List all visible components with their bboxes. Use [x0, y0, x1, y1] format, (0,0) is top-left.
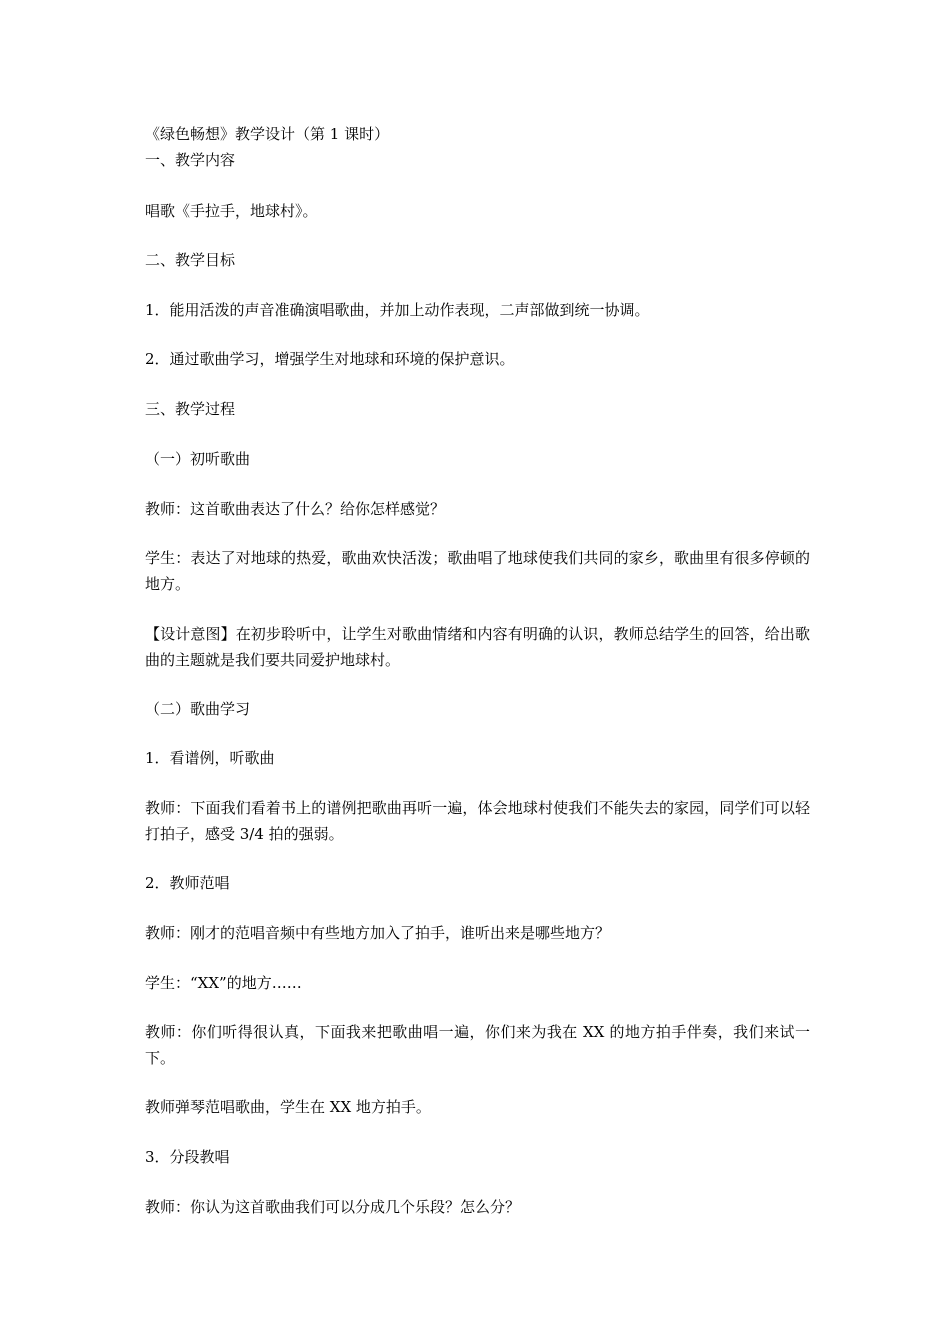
step-2-heading: 2．教师范唱 [145, 874, 230, 892]
subsection-first-listen: （一）初听歌曲 [145, 450, 251, 468]
section-heading-process: 三、教学过程 [145, 400, 236, 418]
teacher-question-3: 教师：你认为这首歌曲我们可以分成几个乐段？怎么分？ [145, 1198, 521, 1216]
teacher-instruction-2: 教师：你们听得很认真，下面我来把歌曲唱一遍，你们来为我在 XX 的地方拍手伴奏，我们来试一下。 [145, 1023, 810, 1067]
subsection-song-learning: （二）歌曲学习 [145, 700, 251, 718]
teacher-demo: 教师弹琴范唱歌曲，学生在 XX 地方拍手。 [145, 1098, 431, 1116]
section-heading-goals: 二、教学目标 [145, 251, 236, 269]
student-answer-2: 学生：“XX”的地方…… [145, 974, 302, 992]
teacher-instruction-1: 教师：下面我们看着书上的谱例把歌曲再听一遍，体会地球村使我们不能失去的家园，同学们可以轻打拍子，感受 3/4 拍的强弱。 [145, 799, 810, 843]
document-title: 《绿色畅想》教学设计（第 1 课时） [145, 125, 390, 143]
goal-item-1: 1．能用活泼的声音准确演唱歌曲，并加上动作表现，二声部做到统一协调。 [145, 301, 650, 319]
design-intent: 【设计意图】在初步聆听中，让学生对歌曲情绪和内容有明确的认识，教师总结学生的回答，给出歌曲的主题就是我们要共同爱护地球村。 [145, 625, 810, 669]
section-heading-content: 一、教学内容 [145, 151, 236, 169]
step-3-heading: 3．分段教唱 [145, 1148, 230, 1166]
teacher-question-2: 教师：刚才的范唱音频中有些地方加入了拍手，谁听出来是哪些地方？ [145, 924, 611, 942]
step-1-heading: 1．看谱例，听歌曲 [145, 749, 275, 767]
paragraph-song: 唱歌《手拉手，地球村》。 [145, 202, 318, 220]
student-answer-1: 学生：表达了对地球的热爱，歌曲欢快活泼；歌曲唱了地球使我们共同的家乡，歌曲里有很多停顿的地方。 [145, 549, 810, 593]
teacher-question-1: 教师：这首歌曲表达了什么？给你怎样感觉？ [145, 500, 446, 518]
goal-item-2: 2．通过歌曲学习，增强学生对地球和环境的保护意识。 [145, 350, 515, 368]
